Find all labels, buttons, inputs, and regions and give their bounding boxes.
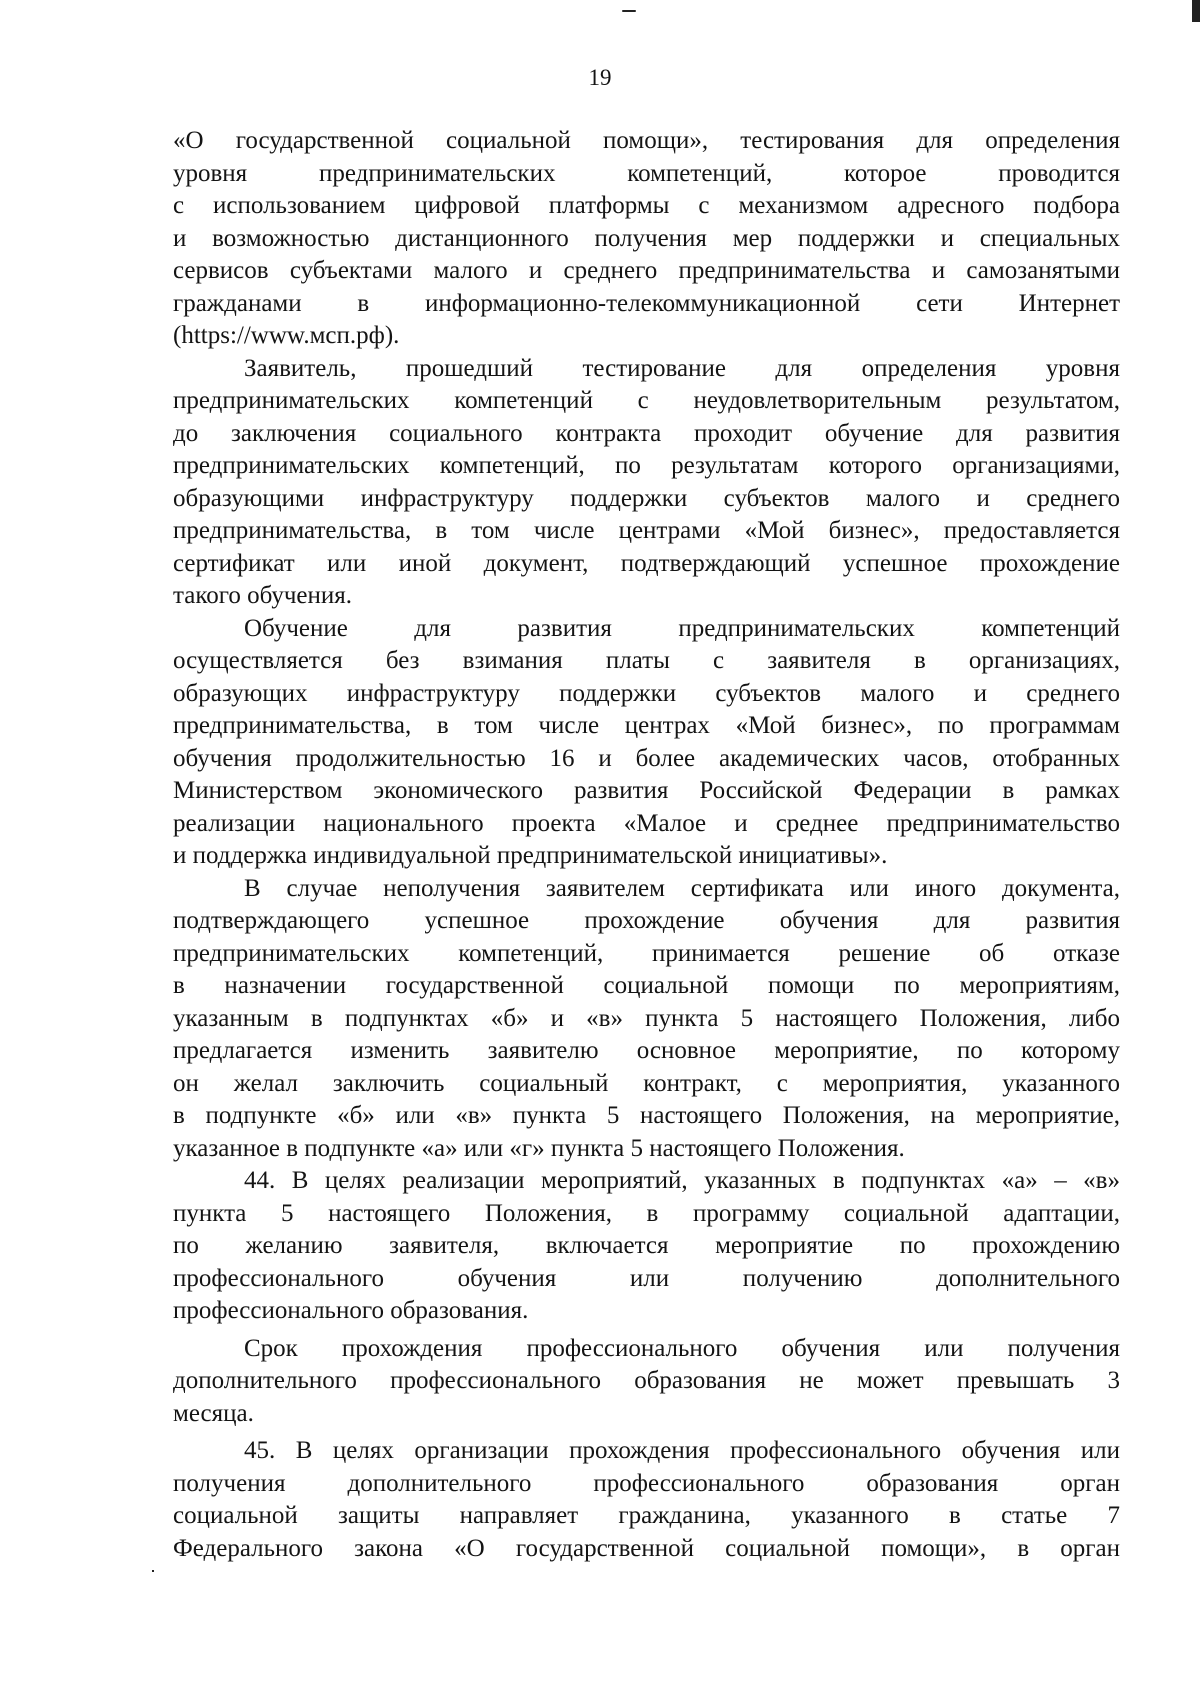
text-line: дополнительного профессионального образования не может превышать 3 [173,1367,1120,1394]
scan-speck [622,10,636,12]
text-line: уровня предпринимательских компетенций, которое проводится [173,159,1120,187]
text-line: профессионального обучения или получению дополнительного [173,1264,1120,1292]
text-line: сертификат или иной документ, подтверждающий успешное прохождение [173,549,1120,577]
text-line: предпринимательских компетенций, принимается решение об отказе [173,939,1120,967]
text-line: 45. В целях организации прохождения профессионального обучения или [244,1437,1120,1464]
paragraph [173,1165,1120,1328]
paragraph [173,125,1120,353]
text-line: до заключения социального контракта проходит обучение для развития [173,419,1120,447]
text-line: получения дополнительного профессионального образования орган [173,1469,1120,1497]
text-line: подтверждающего успешное прохождение обучения для развития [173,907,1120,934]
paragraph [173,873,1120,1166]
text-line: Заявитель, прошедший тестирование для определения уровня [244,354,1120,382]
text-line: в подпункте «б» или «в» пункта 5 настоящего Положения, на мероприятие, [173,1102,1120,1129]
text-line: профессионального образования. [173,1297,529,1324]
text-line: образующими инфраструктуру поддержки субъектов малого и среднего [173,484,1120,512]
text-line: предпринимательских компетенций с неудовлетворительным результатом, [173,387,1120,414]
text-line: указанным в подпунктах «б» и «в» пункта 5 настоящего Положения, либо [173,1004,1120,1032]
paragraph [173,1333,1120,1431]
text-line: предпринимательских компетенций, по результатам которого организациями, [173,452,1120,479]
text-line: В случае неполучения заявителем сертификата или иного документа, [244,874,1120,902]
text-line: по желанию заявителя, включается мероприятие по прохождению [173,1232,1120,1259]
text-line: Обучение для развития предпринимательских компетенций [244,614,1120,642]
text-line: гражданами в информационно-телекоммуникационной сети Интернет [173,289,1120,317]
text-line: Федерального закона «О государственной социальной помощи», в орган [173,1534,1120,1562]
text-line: указанное в подпункте «а» или «г» пункта 5 настоящего Положения. [173,1134,905,1162]
text-line: и возможностью дистанционного получения мер поддержки и специальных [173,224,1120,252]
scan-corner-mark [1192,0,1200,22]
text-line: в назначении государственной социальной помощи по мероприятиям, [173,972,1120,999]
text-line: обучения продолжительностью 16 и более академических часов, отобранных [173,744,1120,772]
text-line: предлагается изменить заявителю основное мероприятие, по которому [173,1037,1120,1064]
paragraph [173,1435,1120,1565]
text-line: «О государственной социальной помощи», тестирования для определения [173,127,1120,154]
page-number: 19 [588,65,612,90]
text-line: пункта 5 настоящего Положения, в программу социальной адаптации, [173,1199,1120,1227]
text-line: 44. В целях реализации мероприятий, указанных в подпунктах «а» – «в» [244,1167,1120,1194]
text-line: Срок прохождения профессионального обучения или получения [244,1334,1120,1362]
text-line: (https://www.мсп.рф). [173,322,400,349]
document-body [173,125,1120,1565]
text-line: предпринимательства, в том числе центрами «Мой бизнес», предоставляется [173,517,1120,544]
paragraph [173,613,1120,873]
text-line: осуществляется без взимания платы с заявителя в организациях, [173,647,1120,674]
paragraph [173,353,1120,613]
scan-speck [152,1570,154,1572]
text-line: реализации национального проекта «Малое и среднее предпринимательство [173,809,1120,837]
text-line: Министерством экономического развития Российской Федерации в рамках [173,777,1120,804]
text-line: образующих инфраструктуру поддержки субъектов малого и среднего [173,679,1120,707]
text-line: с использованием цифровой платформы с механизмом адресного подбора [173,192,1120,219]
text-line: он желал заключить социальный контракт, с мероприятия, указанного [173,1069,1120,1097]
text-line: предпринимательства, в том числе центрах «Мой бизнес», по программам [173,712,1120,739]
text-line: месяца. [173,1399,254,1427]
text-line: и поддержка индивидуальной предпринимательской инициативы». [173,842,888,869]
text-line: такого обучения. [173,582,353,609]
text-line: сервисов субъектами малого и среднего предпринимательства и самозанятыми [173,257,1120,284]
text-line: социальной защиты направляет гражданина, указанного в статье 7 [173,1502,1120,1529]
